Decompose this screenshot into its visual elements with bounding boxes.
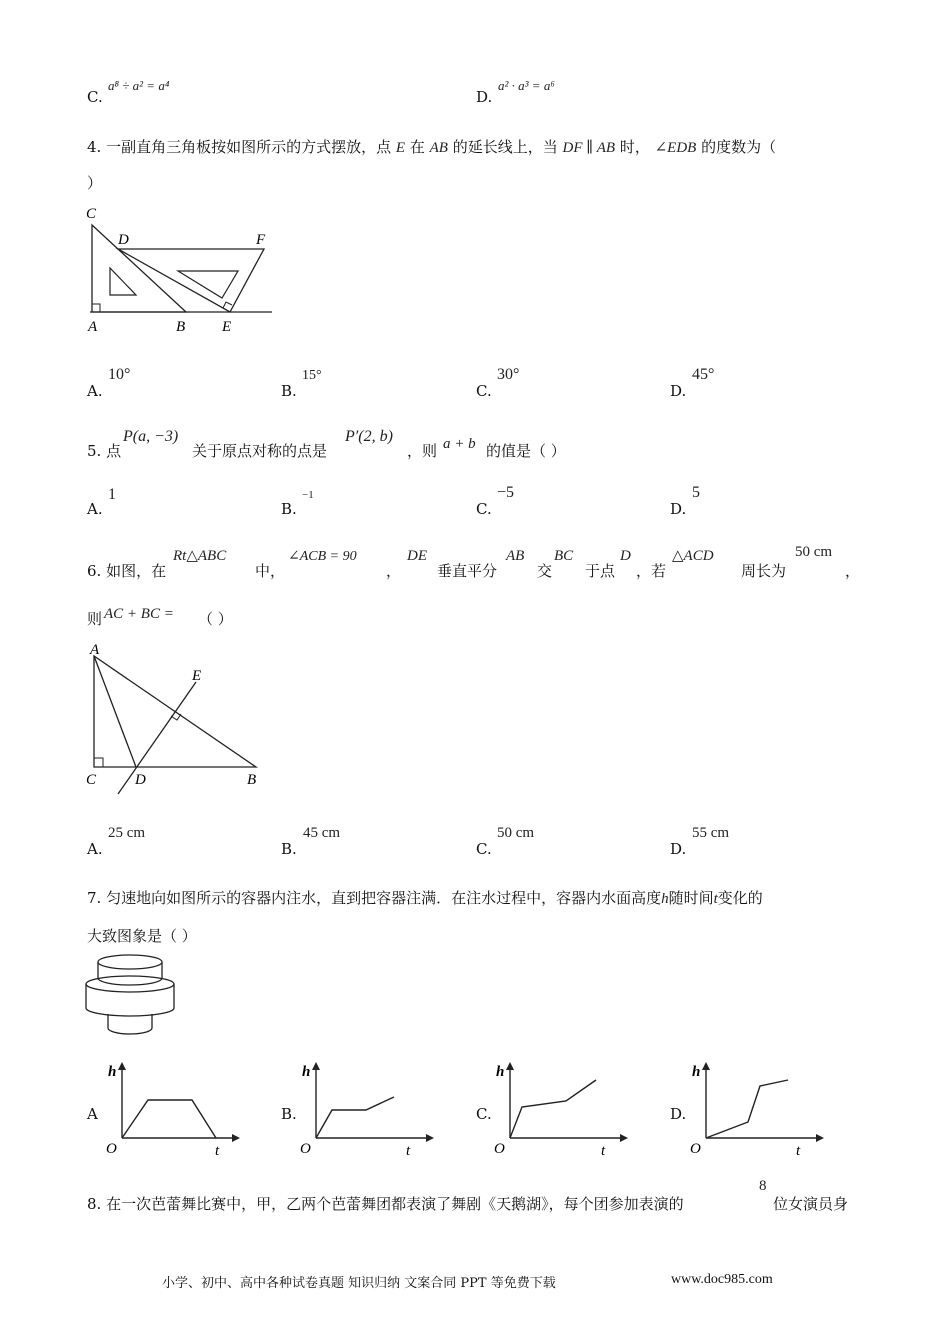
q6-option-a-label: A.: [87, 840, 103, 858]
segment-AD: [94, 656, 136, 767]
q3-option-d: [476, 88, 492, 106]
right-angle-E: [223, 302, 232, 308]
q5-stem-text3: 的值是（ ）: [486, 442, 566, 460]
axis-h: h: [692, 1064, 701, 1080]
q5-option-c-value: −5: [497, 484, 515, 501]
q6-option-a-value: 25 cm: [108, 825, 146, 841]
label-D: D: [118, 232, 129, 248]
axis-h: h: [302, 1064, 311, 1080]
q6-t4: 交: [537, 562, 553, 580]
q3-option-d-expr: a² · a³ = a⁶: [498, 78, 555, 93]
q3-option-c: [87, 88, 103, 106]
q5-option-d-label: D.: [670, 500, 687, 518]
q6-line2-prefix: 则: [87, 610, 103, 628]
q4-option-c-label: C.: [476, 382, 492, 400]
q6-option-c-label: C.: [476, 840, 492, 858]
q6-AB: AB: [506, 548, 525, 564]
label-C: C: [86, 772, 97, 788]
q5-option-b-label: B.: [281, 500, 297, 518]
q4-figure: [80, 200, 280, 340]
q6-expr: AC + BC =: [104, 606, 174, 622]
q3-option-c-expr: a⁸ ÷ a² = a⁴: [108, 78, 170, 93]
label-C: C: [86, 206, 97, 222]
q6-perimeter: 50 cm: [795, 544, 833, 560]
q5-point-P: P(a, −3): [123, 428, 179, 445]
q6-t3: 垂直平分: [437, 562, 498, 580]
q4-option-d-label: D.: [670, 382, 687, 400]
q7-graph-b: [294, 1060, 434, 1160]
q6-stem-num: 6. 如图，在: [87, 562, 167, 580]
q7-graph-a: [100, 1060, 240, 1160]
q7-graph-c-label: C.: [476, 1105, 492, 1123]
q6-DE: DE: [407, 548, 427, 564]
q7-graph-c: [488, 1060, 628, 1160]
label-F: F: [256, 232, 266, 248]
axis-h: h: [496, 1064, 505, 1080]
axis-t: t: [406, 1143, 411, 1159]
q6-option-b-value: 45 cm: [303, 825, 341, 841]
q6-triangle: Rt△ABC: [173, 548, 227, 564]
label-B: B: [247, 772, 257, 788]
q6-figure: [80, 636, 270, 796]
triangle-ACB: [92, 225, 186, 312]
q7-container: [80, 950, 180, 1040]
q6-t7: 周长为: [741, 562, 787, 580]
q6-t8: ，: [845, 562, 861, 580]
footer-text: 小学、初中、高中各种试卷真题 知识归纳 文案合同 PPT 等免费下载: [162, 1276, 556, 1291]
q5-stem-text1: 关于原点对称的点是: [192, 442, 328, 460]
q6-line2-paren: （ ）: [198, 610, 233, 628]
q4-option-a-label: A.: [87, 382, 103, 400]
stem-text: 7. 匀速地向如图所示的容器内注水，直到把容器注满．在注水过程中，容器内水面高度: [87, 889, 662, 907]
q4-stem-line1: [87, 136, 776, 157]
math-condition: DF ∥ AB: [562, 140, 616, 156]
q7-stem-line1: [87, 887, 763, 908]
axis-t: t: [601, 1143, 606, 1159]
q5-option-a-label: A.: [87, 500, 103, 518]
stem-text: 的度数为（: [701, 138, 777, 156]
q5-option-d-value: 5: [692, 484, 700, 501]
label-A: A: [88, 319, 98, 335]
option-label: C.: [87, 88, 103, 106]
q6-BC: BC: [554, 548, 574, 564]
q8-number: 8: [759, 1178, 767, 1194]
right-angle-A: [92, 304, 100, 312]
triangle-hole-1: [110, 268, 136, 295]
stem-text: 的延长线上，当: [452, 138, 558, 156]
q8-stem-text2: 位女演员身: [773, 1195, 849, 1213]
q5-point-P-prime: P′(2, b): [345, 428, 393, 445]
q7-graph-d-label: D.: [670, 1105, 687, 1123]
math-segment: AB: [429, 140, 448, 156]
q7-stem-line2: 大致图象是（ ）: [87, 927, 197, 945]
stem-text: 随时间: [668, 889, 714, 907]
label-A: A: [90, 642, 100, 658]
origin-O: O: [494, 1141, 505, 1157]
q5-stem-text2: ，则: [407, 442, 438, 460]
q7-graph-a-label: A: [87, 1105, 98, 1123]
q5-stem-num: 5. 点: [87, 442, 122, 460]
q6-ACD: △ACD: [672, 548, 714, 564]
axis-t: t: [796, 1143, 801, 1159]
stem-text: 在: [409, 138, 425, 156]
math-t: t: [713, 891, 718, 907]
origin-O: O: [106, 1141, 117, 1157]
q6-option-c-value: 50 cm: [497, 825, 535, 841]
footer-url[interactable]: www.doc985.com: [671, 1272, 773, 1287]
graph-a-curve: [122, 1100, 216, 1138]
triangle-DFE: [118, 249, 264, 312]
q5-option-a-value: 1: [108, 486, 116, 503]
q5-sum: a + b: [443, 436, 476, 452]
graph-d-curve: [706, 1080, 788, 1138]
math-h: h: [661, 891, 669, 907]
label-D: D: [135, 772, 146, 788]
q6-t6: ，若: [636, 562, 667, 580]
q6-option-d-label: D.: [670, 840, 687, 858]
origin-O: O: [690, 1141, 701, 1157]
right-angle-C: [94, 758, 103, 767]
graph-b-curve: [316, 1097, 394, 1138]
q6-t2: ，: [386, 562, 402, 580]
q4-option-a-value: 10°: [108, 366, 131, 383]
label-E: E: [192, 668, 202, 684]
q6-t5: 于点: [585, 562, 616, 580]
label-E: E: [222, 319, 232, 335]
graph-c-curve: [510, 1080, 596, 1138]
q4-option-b-label: B.: [281, 382, 297, 400]
stem-text: 时，: [619, 138, 650, 156]
q6-D: D: [620, 548, 631, 564]
option-label: D.: [476, 88, 493, 106]
q7-graph-b-label: B.: [281, 1105, 297, 1123]
axis-t: t: [215, 1143, 220, 1159]
q6-option-d-value: 55 cm: [692, 825, 730, 841]
q4-option-c-value: 30°: [497, 366, 520, 383]
label-B: B: [176, 319, 186, 335]
q6-angle: ∠ACB = 90: [288, 549, 357, 564]
axis-h: h: [108, 1064, 117, 1080]
q8-stem-text1: 8. 在一次芭蕾舞比赛中，甲，乙两个芭蕾舞团都表演了舞剧《天鹅湖》，每个团参加表演的: [87, 1195, 684, 1213]
q4-option-b-value: 15°: [302, 368, 322, 383]
origin-O: O: [300, 1141, 311, 1157]
q5-option-b-value: −1: [302, 489, 314, 501]
triangle-hole-2: [178, 271, 238, 298]
stem-text: 变化的: [717, 889, 763, 907]
q6-option-b-label: B.: [281, 840, 297, 858]
q7-graph-d: [684, 1060, 824, 1160]
q6-t1: 中，: [255, 562, 286, 580]
stem-text: 一副直角三角板按如图所示的方式摆放，点: [106, 138, 392, 156]
question-number: 4.: [87, 138, 102, 156]
q4-option-d-value: 45°: [692, 366, 715, 383]
q5-option-c-label: C.: [476, 500, 492, 518]
math-point: E: [395, 140, 406, 156]
math-angle: ∠EDB: [654, 140, 697, 156]
q4-stem-line2: ）: [87, 174, 103, 192]
